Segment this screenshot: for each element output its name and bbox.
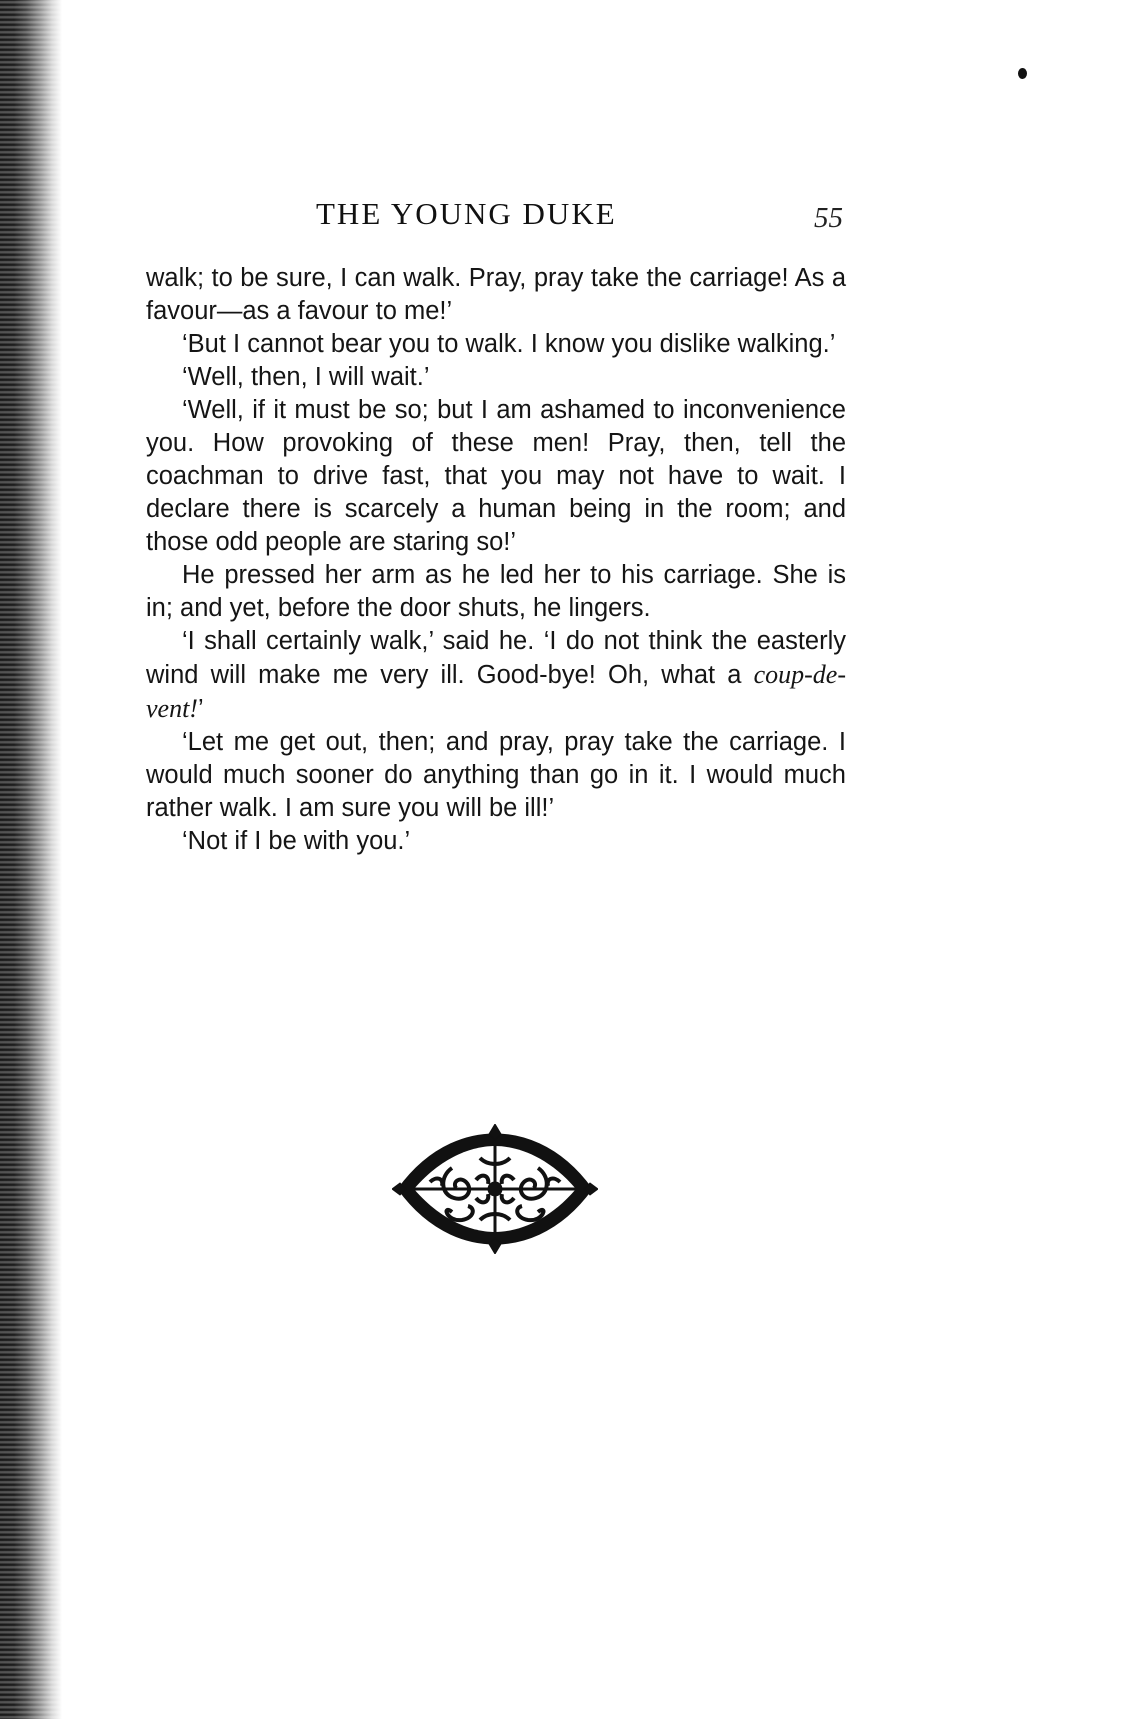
paragraph: ‘Well, if it must be so; but I am ashamed to inconvenience you. How provoking of these men! Pray, then, tell the coachman to drive fast, that you may not have to wait. I declare there is scarcely a human being in the room; and those odd people are staring so!’ xyxy=(146,396,846,556)
closing-quote: ’ xyxy=(197,695,204,723)
floral-ornament-icon xyxy=(392,1124,598,1254)
paragraph: ‘But I cannot bear you to walk. I know you dislike walking.’ xyxy=(182,330,836,358)
italic-phrase: coup-de-vent! xyxy=(146,660,846,723)
book-binding-shadow xyxy=(0,0,62,1719)
paragraph xyxy=(146,625,846,726)
paragraph: He pressed her arm as he led her to his carriage. She is in; and yet, before the door shuts, he lingers. xyxy=(146,561,846,622)
paragraph: ‘Well, then, I will wait.’ xyxy=(182,363,430,391)
page-header xyxy=(146,196,846,240)
paragraph: ‘Not if I be with you.’ xyxy=(182,827,411,855)
running-title: THE YOUNG DUKE xyxy=(316,196,617,231)
ink-speck xyxy=(1018,68,1027,79)
paragraph-text: ‘I shall certainly walk,’ said he. ‘I do not think the easterly wind will make me very ill. Good-bye! Oh, what a xyxy=(146,627,846,689)
paragraph: walk; to be sure, I can walk. Pray, pray take the carriage! As a favour—as a favour to me!’ xyxy=(146,264,846,325)
page-number: 55 xyxy=(814,202,843,234)
paragraph: ‘Let me get out, then; and pray, pray take the carriage. I would much sooner do anything than go in it. I would much rather walk. I am sure you will be ill!’ xyxy=(146,728,846,822)
body-text xyxy=(146,262,846,858)
